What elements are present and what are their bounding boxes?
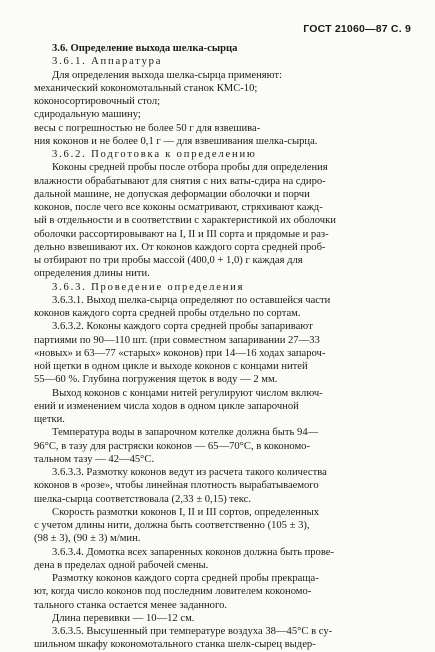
- text-line: Коконы средней пробы после отбора пробы для определения: [52, 162, 328, 174]
- text-line: Температура воды в запарочном котелке должна быть 94—: [52, 427, 319, 439]
- text-line: ений и изменением числа ходов в одном цикле запарочной: [34, 400, 299, 412]
- list-item: сдиродальную машину;: [34, 109, 141, 121]
- text-line: Выход коконов с концами нитей регулируют числом включ-: [52, 387, 323, 399]
- text-line: ый в отдельности и в соответствии с характеристикой их оболочки: [34, 215, 336, 227]
- text-line: определения длины нити.: [34, 268, 150, 280]
- subsection-heading: 3.6.2. Подготовка к определению: [52, 149, 257, 160]
- text-line: шелка-сырца соответствовала (2,33 ± 0,15) текс.: [34, 493, 251, 505]
- text-line: партиями по 90—110 шт. (при совместном запаривании 27—33: [34, 334, 320, 346]
- section-heading: 3.6. Определение выхода шелка-сырца: [52, 43, 238, 54]
- text-line: 3.6.3.3. Размотку коконов ведут из расчета такого количества: [52, 467, 327, 478]
- text-line: 3.6.3.1. Выход шелка-сырца определяют по оставшейся части: [52, 294, 331, 306]
- text-line: коконов каждого сорта средней пробы отдельно по сортам.: [34, 308, 301, 319]
- text-line: Скорость размотки коконов I, II и III сортов, определенных: [52, 506, 320, 518]
- document-body: [34, 42, 411, 652]
- text-line: весы с погрешностью не более 50 г для взвешива-: [34, 122, 261, 134]
- text-line: ы отбирают по три пробы массой (400,0 + 1,0) г каждая для: [34, 255, 303, 266]
- text-line: дельно взвешивают их. От коконов каждого сорта средней проб-: [34, 241, 326, 253]
- text-line: (98 ± 3), (90 ± 3) м/мин.: [34, 533, 141, 545]
- text-line: тальном тазу — 42—45°С.: [34, 453, 155, 465]
- text-line: коконов в «розе», чтобы линейная плотность вырабатываемого: [34, 480, 319, 492]
- text-line: Для определения выхода шелка-сырца применяют:: [52, 69, 282, 81]
- text-line: 55—60 %. Глубина погружения щеток в воду — 2 мм.: [34, 374, 278, 386]
- text-line: ют, когда число коконов под последним ловителем кокономо-: [34, 586, 312, 598]
- text-line: «новых» и 63—77 «старых» коконов) при 14—16 ходах запароч-: [34, 347, 326, 359]
- text-line: шильном шкафу кокономотального станка шелк-сырец выдер-: [34, 639, 316, 651]
- text-line: с учетом длины нити, должна быть соответственно (105 ± 3),: [34, 520, 310, 531]
- subsection-heading: 3.6.1. Аппаратура: [52, 56, 163, 68]
- text-line: ной щетки в одном цикле и выходе коконов с концами нитей: [34, 361, 308, 372]
- list-item: механический кокономотальный станок КМС-10;: [34, 82, 258, 94]
- page-header: ГОСТ 21060—87 С. 9: [303, 23, 411, 35]
- text-line: 3.6.3.2. Коконы каждого сорта средней пробы запаривают: [52, 321, 313, 333]
- text-line: 96°С, в тазу для растряски коконов — 65—70°С, в кокономо-: [34, 440, 311, 452]
- subsection-heading: 3.6.3. Проведение определения: [52, 281, 245, 293]
- text-line: щетки.: [34, 414, 65, 425]
- text-line: дальной машине, не допуская деформации оболочки и порчи: [34, 188, 310, 200]
- text-line: оболочки рассортировывают на I, II и III сорта и прядомые и раз-: [34, 228, 329, 240]
- text-line: Длина перевивки — 10—12 см.: [52, 612, 195, 624]
- list-item: коконосортировочный стол;: [34, 96, 161, 107]
- text-line: влажности обрабатывают для снятия с них ваты-сдира на сдиро-: [34, 175, 326, 187]
- text-line: 3.6.3.4. Домотка всех запаренных коконов должна быть прове-: [52, 546, 335, 558]
- text-line: тального станка остается менее заданного.: [34, 599, 228, 611]
- text-line: коконов, после чего все коконы осматривают, стряхивают кажд-: [34, 202, 323, 213]
- text-line: ния коконов и не более 0,1 г — для взвешивания шелка-сырца.: [34, 135, 318, 147]
- text-line: Размотку коконов каждого сорта средней пробы прекраща-: [52, 573, 319, 584]
- text-line: дена в пределах одной рабочей смены.: [34, 559, 209, 571]
- text-line: 3.6.3.5. Высушенный при температуре воздуха 38—45°С в су-: [52, 626, 333, 637]
